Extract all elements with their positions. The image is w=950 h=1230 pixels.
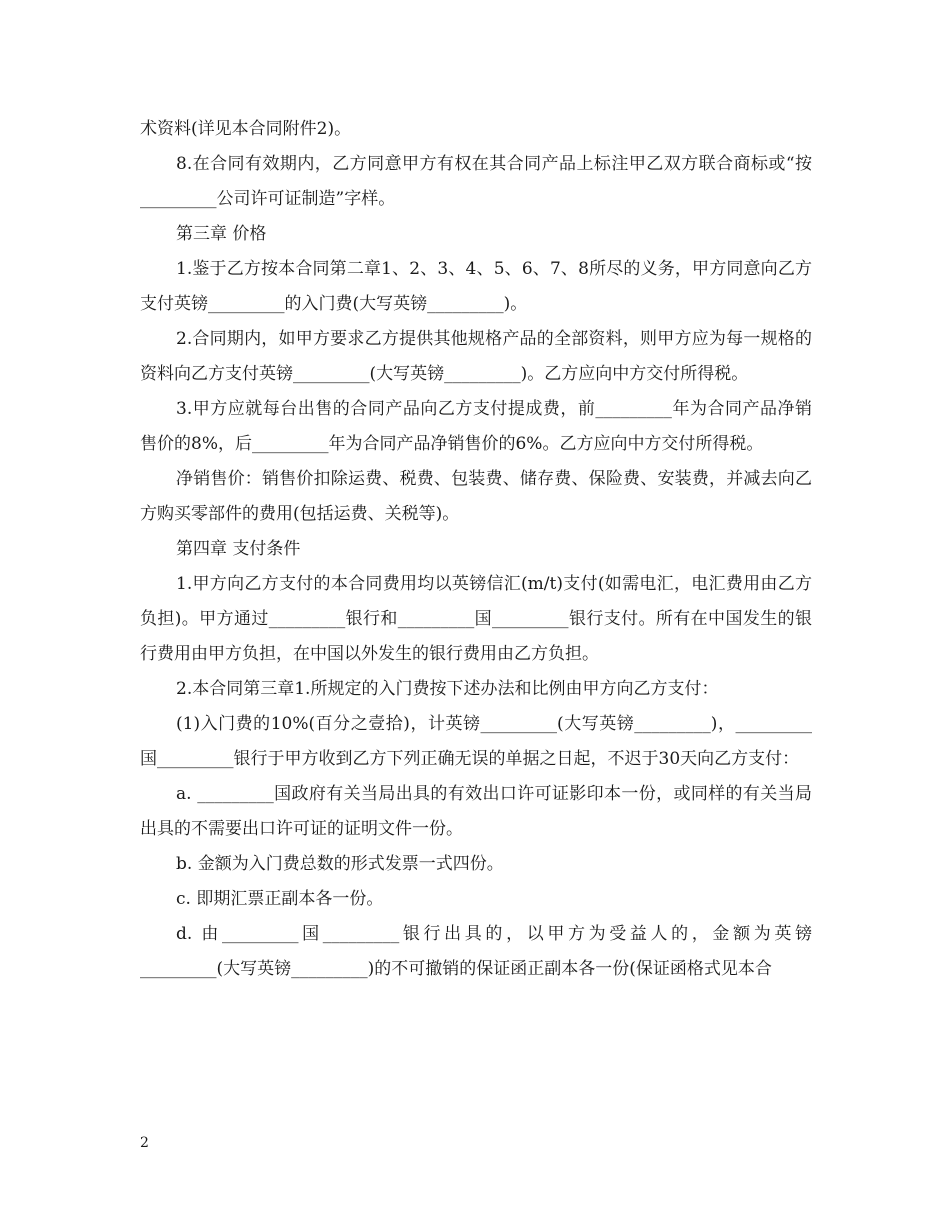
chapter-heading: 第四章 支付条件 (176, 539, 301, 559)
body-text (140, 112, 812, 987)
list-item: b. 金额为入门费总数的形式发票一式四份。 (176, 854, 504, 874)
paragraph: 2.合同期内，如甲方要求乙方提供其他规格产品的全部资料，则甲方应为每一规格的资料向乙方支付英镑_________(大写英镑_________)。乙方应向中方交付所得税。 (140, 329, 812, 384)
chapter-heading: 第三章 价格 (176, 224, 267, 244)
paragraph: 1.鉴于乙方按本合同第二章1、2、3、4、5、6、7、8所尽的义务，甲方同意向乙方支付英镑_________的入门费(大写英镑_________)。 (140, 259, 812, 314)
paragraph: 术资料(详见本合同附件2)。 (140, 119, 352, 139)
list-item: d. 由_________国_________银行出具的，以甲方为受益人的，金额为英镑_________(大写英镑_________)的不可撤销的保证函正副本各一份(保证函格式见本合 (140, 924, 812, 979)
page-number: 2 (140, 1135, 149, 1151)
paragraph: 1.甲方向乙方支付的本合同费用均以英镑信汇(m/t)支付(如需电汇，电汇费用由乙方负担)。甲方通过_________银行和_________国_________银行支付。所有在中国发生的银行费用由甲方负担，在中国以外发生的银行费用由乙方负担。 (140, 574, 812, 664)
paragraph: 8.在合同有效期内，乙方同意甲方有权在其合同产品上标注甲乙双方联合商标或“按_________公司许可证制造”字样。 (140, 154, 812, 209)
paragraph: 2.本合同第三章1.所规定的入门费按下述办法和比例由甲方向乙方支付： (176, 679, 719, 699)
paragraph: 净销售价：销售价扣除运费、税费、包装费、储存费、保险费、安装费，并减去向乙方购买零部件的费用(包括运费、关税等)。 (140, 469, 812, 524)
paragraph: (1)入门费的10%(百分之壹拾)，计英镑_________(大写英镑_________)，_________国_________银行于甲方收到乙方下列正确无误的单据之日起，不迟于30天向乙方支付： (140, 714, 812, 769)
list-item: c. 即期汇票正副本各一份。 (176, 889, 384, 909)
list-item: a. _________国政府有关当局出具的有效出口许可证影印本一份，或同样的有关当局出具的不需要出口许可证的证明文件一份。 (140, 784, 812, 839)
paragraph: 3.甲方应就每台出售的合同产品向乙方支付提成费，前_________年为合同产品净销售价的8%，后_________年为合同产品净销售价的6%。乙方应向中方交付所得税。 (140, 399, 812, 454)
